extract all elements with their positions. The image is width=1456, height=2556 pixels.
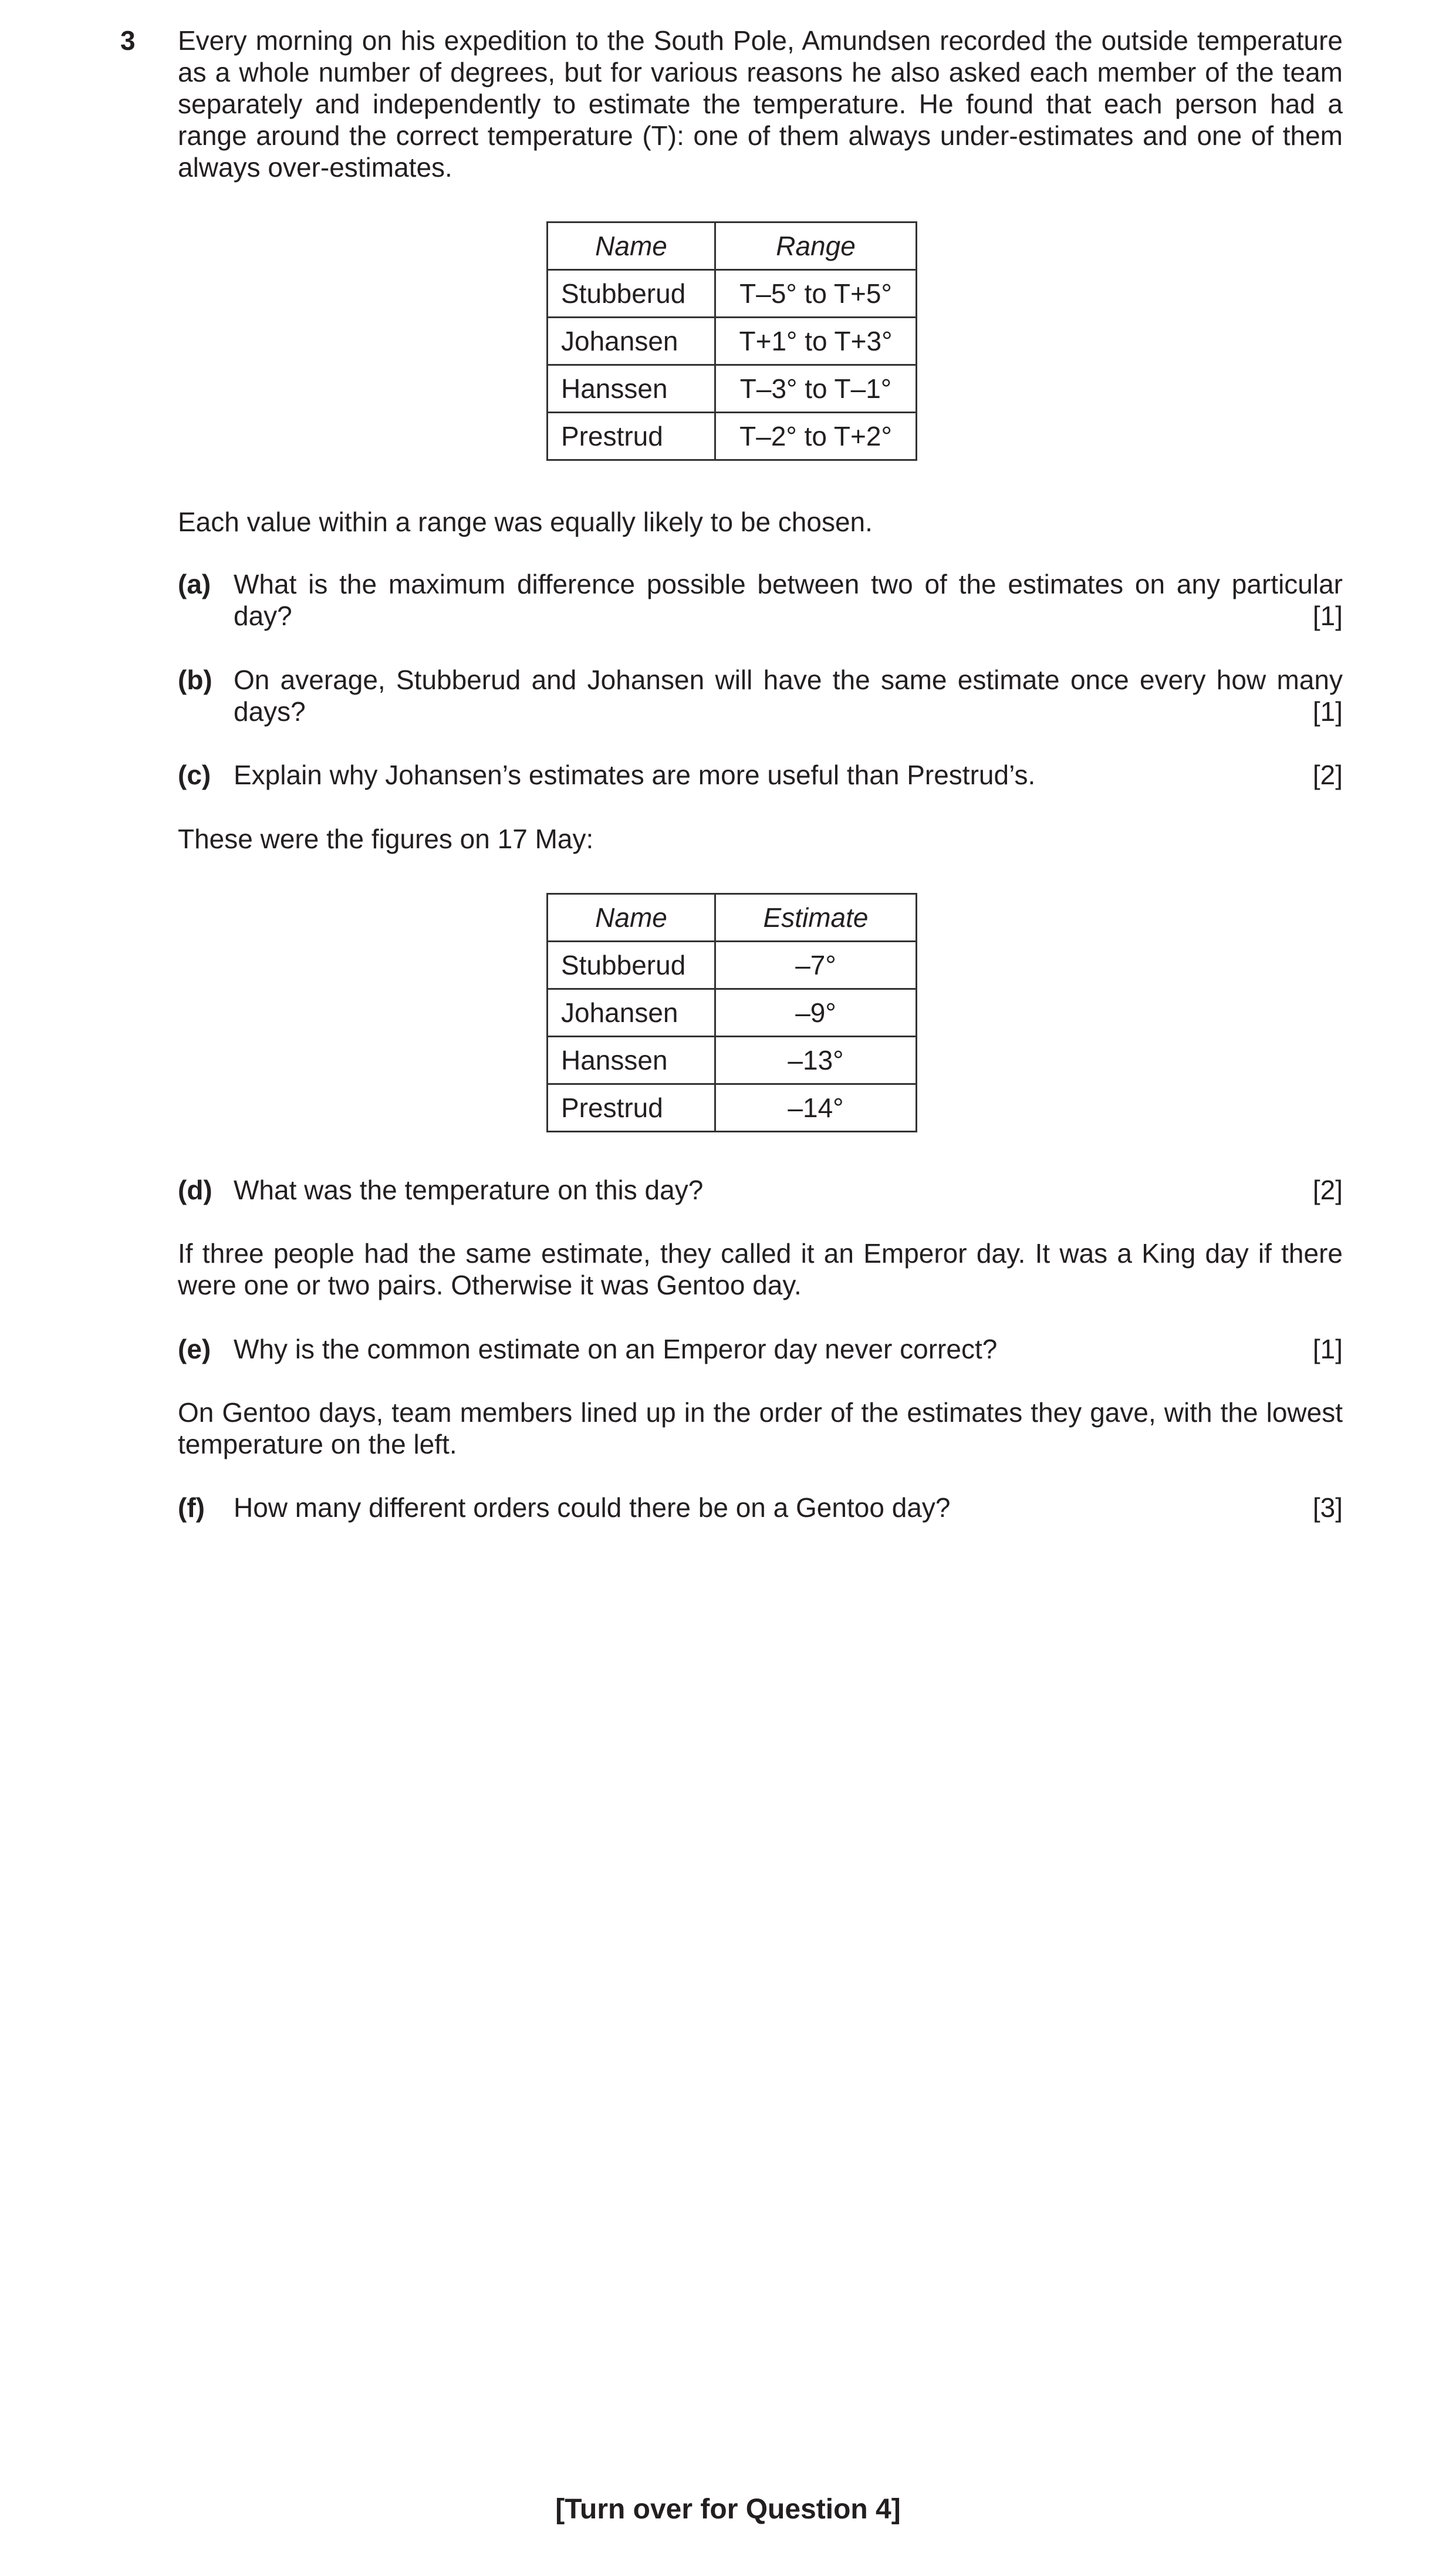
part-d-marks: [2] bbox=[1312, 1175, 1343, 1205]
part-c-marks: [2] bbox=[1312, 760, 1343, 790]
table-row bbox=[548, 989, 917, 1037]
part-d-question: What was the temperature on this day? bbox=[234, 1175, 704, 1205]
cell-estimate: –13° bbox=[715, 1037, 917, 1084]
cell-name: Stubberud bbox=[548, 270, 715, 318]
question-intro: Every morning on his expedition to the South Pole, Amundsen recorded the outside temperature as a whole number of degrees, but for various reasons he also asked each member of the team separately and independently to estimate the temperature. He found that each person had a range around the correct temperature (T): one of them always under-estimates and one of them always over-estimates. bbox=[178, 25, 1343, 183]
cell-name: Prestrud bbox=[548, 413, 715, 460]
part-f bbox=[178, 1492, 1343, 1523]
part-f-label: (f) bbox=[178, 1492, 205, 1523]
cell-range: T–5° to T+5° bbox=[715, 270, 917, 318]
part-a-marks: [1] bbox=[1312, 601, 1343, 631]
column-header-name: Name bbox=[548, 222, 715, 270]
emperor-day-text: If three people had the same estimate, they called it an Emperor day. It was a King day if there were one or two pairs. Otherwise it was Gentoo day. bbox=[178, 1238, 1343, 1300]
table-row bbox=[548, 413, 917, 460]
cell-name: Hanssen bbox=[548, 1037, 715, 1084]
column-header-range: Range bbox=[715, 222, 917, 270]
cell-name: Stubberud bbox=[548, 942, 715, 989]
part-e-marks: [1] bbox=[1312, 1334, 1343, 1364]
range-table bbox=[546, 221, 917, 461]
column-header-name: Name bbox=[548, 894, 715, 942]
table-row bbox=[548, 270, 917, 318]
part-b-label: (b) bbox=[178, 665, 212, 695]
table-row bbox=[548, 1084, 917, 1132]
column-header-estimate: Estimate bbox=[715, 894, 917, 942]
part-d-label: (d) bbox=[178, 1175, 212, 1205]
cell-estimate: –14° bbox=[715, 1084, 917, 1132]
table-header-row bbox=[548, 222, 917, 270]
table-row bbox=[548, 1037, 917, 1084]
equally-likely-text: Each value within a range was equally likely to be chosen. bbox=[178, 507, 873, 537]
figures-intro: These were the figures on 17 May: bbox=[178, 824, 594, 854]
cell-name: Hanssen bbox=[548, 365, 715, 413]
cell-range: T–2° to T+2° bbox=[715, 413, 917, 460]
part-b-question-line2: days? bbox=[234, 696, 306, 727]
cell-estimate: –9° bbox=[715, 989, 917, 1037]
table-row bbox=[548, 318, 917, 365]
part-e-label: (e) bbox=[178, 1334, 211, 1364]
cell-range: T+1° to T+3° bbox=[715, 318, 917, 365]
part-c-label: (c) bbox=[178, 760, 211, 790]
table-header-row bbox=[548, 894, 917, 942]
part-c-question: Explain why Johansen’s estimates are more useful than Prestrud’s. bbox=[234, 760, 1036, 790]
table-row bbox=[548, 942, 917, 989]
cell-name: Johansen bbox=[548, 989, 715, 1037]
gentoo-day-text: On Gentoo days, team members lined up in the order of the estimates they gave, with the lowest temperature on the left. bbox=[178, 1397, 1343, 1459]
part-a bbox=[178, 568, 1343, 632]
table-row bbox=[548, 365, 917, 413]
part-a-question-line1: What is the maximum difference possible between two of the estimates on any particular bbox=[234, 569, 1343, 599]
part-b-marks: [1] bbox=[1312, 696, 1343, 727]
part-f-question: How many different orders could there be on a Gentoo day? bbox=[234, 1492, 951, 1523]
part-d bbox=[178, 1174, 1343, 1206]
part-e bbox=[178, 1333, 1343, 1365]
part-b bbox=[178, 664, 1343, 727]
part-a-question-line2: day? bbox=[234, 601, 292, 631]
question-number: 3 bbox=[120, 25, 136, 56]
part-c bbox=[178, 759, 1343, 791]
part-b-question-line1: On average, Stubberud and Johansen will have the same estimate once every how many bbox=[234, 665, 1343, 695]
estimate-table bbox=[546, 893, 917, 1132]
turn-over-footer: [Turn over for Question 4] bbox=[555, 2494, 901, 2525]
part-a-label: (a) bbox=[178, 569, 211, 599]
cell-estimate: –7° bbox=[715, 942, 917, 989]
cell-range: T–3° to T–1° bbox=[715, 365, 917, 413]
cell-name: Johansen bbox=[548, 318, 715, 365]
part-f-marks: [3] bbox=[1312, 1492, 1343, 1523]
part-e-question: Why is the common estimate on an Emperor day never correct? bbox=[234, 1334, 998, 1364]
cell-name: Prestrud bbox=[548, 1084, 715, 1132]
